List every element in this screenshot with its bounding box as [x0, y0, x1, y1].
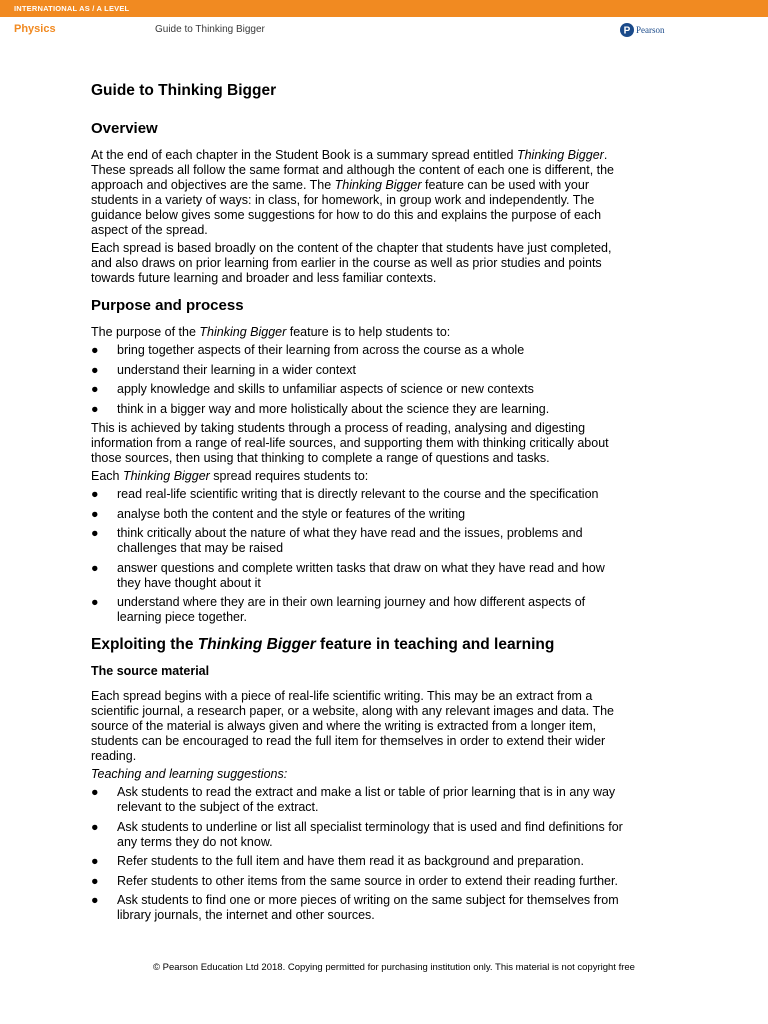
subject-label: Physics	[14, 23, 56, 35]
list-item: ● understand their learning in a wider context	[91, 362, 357, 377]
svg-text:P: P	[623, 25, 631, 37]
purpose-paragraph-2: This is achieved by taking students through a process of reading, analysing and digesting information from a range of real-life sources, and supporting them with thinking critically about those sources, then using that thinking to complete a range of questions and tasks.	[91, 421, 609, 465]
suggestions-list	[91, 785, 631, 923]
list-item: ● understand where they are in their own learning journey and how different aspects of learning piece together.	[91, 595, 586, 624]
purpose-heading: Purpose and process	[91, 297, 244, 314]
list-item: ● Ask students to find one or more pieces of writing on the same subject for themselves from library journals, the internet and other sources.	[91, 893, 619, 922]
list-item: ● Ask students to read the extract and make a list or table of prior learning that is in any way relevant to the subject of the extract.	[91, 785, 616, 814]
pearson-logo-icon	[620, 23, 634, 37]
list-item: ● read real-life scientific writing that is directly relevant to the course and the specification	[91, 487, 599, 501]
list-item: ● bring together aspects of their learning from across the course as a whole	[91, 343, 525, 357]
list-item: ● answer questions and complete written tasks that draw on what they have read and how they have thought about it	[91, 560, 605, 590]
pearson-logo	[620, 22, 665, 38]
list-item: ● apply knowledge and skills to unfamiliar aspects of science or new contexts	[91, 382, 534, 396]
page-title: Guide to Thinking Bigger	[91, 82, 277, 99]
overview-heading: Overview	[91, 120, 158, 137]
overview-paragraph-1: At the end of each chapter in the Student Book is a summary spread entitled Thinking Bigger. These spreads all follow the same format and although the content of each one is different, the approach and objectives are the same. The Thinking Bigger feature can be used with your students in a variety of ways: in class, for homework, in group work and independently. The guidance below gives some suggestions for how to do this and explains the purpose of each aspect of the spread.	[91, 148, 615, 237]
source-paragraph: Each spread begins with a piece of real-life scientific writing. This may be an extract from a scientific journal, a research paper, or a website, along with any relevant images and data. The source of the material is always given and where the writing is extracted from a longer item, students can be encouraged to read the full item for themselves in order to extend their wider reading.	[91, 689, 614, 763]
list-item: ● Refer students to other items from the same source in order to extend their reading further.	[91, 873, 618, 888]
brand-name: Pearson	[636, 25, 665, 35]
list-item: ● think in a bigger way and more holistically about the science they are learning.	[91, 401, 550, 416]
suggestions-label: Teaching and learning suggestions:	[91, 767, 288, 781]
source-material-heading: The source material	[91, 664, 210, 678]
list-item: ● Refer students to the full item and have them read it as background and preparation.	[91, 854, 584, 868]
list-item: ● think critically about the nature of what they have read and the issues, problems and challenges that may be raised	[91, 526, 583, 555]
exploiting-heading: Exploiting the Thinking Bigger feature in teaching and learning	[91, 636, 555, 653]
list-item: ● Ask students to underline or list all specialist terminology that is used and find definitions for any terms they do not know.	[91, 819, 623, 849]
header-banner	[0, 0, 768, 17]
document-body	[91, 82, 631, 928]
purpose-list	[91, 343, 631, 417]
banner-text: INTERNATIONAL AS / A LEVEL	[14, 4, 130, 13]
copyright-footer: © Pearson Education Ltd 2018. Copying permitted for purchasing institution only. This material is not copyright free	[153, 962, 635, 973]
purpose-intro: The purpose of the Thinking Bigger feature is to help students to:	[91, 325, 451, 339]
header-guide-title: Guide to Thinking Bigger	[155, 24, 265, 35]
overview-paragraph-2: Each spread is based broadly on the content of the chapter that students have just completed, and also draws on prior learning from earlier in the course as well as prior studies and points towards future learning and broader and less familiar contexts.	[91, 241, 612, 285]
purpose-paragraph-3: Each Thinking Bigger spread requires students to:	[91, 469, 369, 483]
requirements-list	[91, 487, 631, 625]
list-item: ● analyse both the content and the style or features of the writing	[91, 506, 466, 521]
